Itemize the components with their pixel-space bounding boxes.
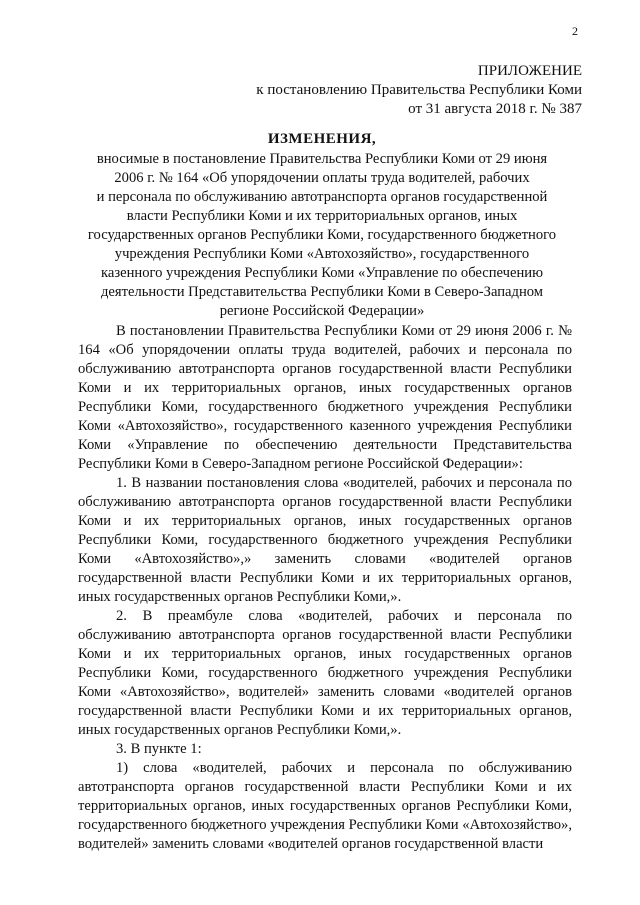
subtitle-line: и персонала по обслуживанию автотранспорта органов государственной	[96, 189, 548, 205]
appendix-label: ПРИЛОЖЕНИЕ	[477, 63, 582, 79]
appendix-date: от 31 августа 2018 г. № 387	[408, 101, 582, 117]
subtitle-line: вносимые в постановление Правительства Республики Коми от 29 июня	[96, 151, 548, 167]
document-body	[78, 322, 572, 854]
subtitle-line: 2006 г. № 164 «Об упорядочении оплаты труда водителей, рабочих	[114, 170, 530, 186]
document-subtitle	[70, 150, 574, 321]
appendix-reference: к постановлению Правительства Республики Коми	[256, 82, 582, 98]
body-paragraph-item-2: 2. В преамбуле слова «водителей, рабочих и персонала по обслуживанию автотранспорта органов государственной власти Республики Коми и их территориальных органов, иных государственных органов Республики Коми, государственного бюджетного учреждения Республики Коми «Автохозяйство», водителей» заменить словами «водителей органов государственной власти Республики Коми и их территориальных органов, иных государственных органов Республики Коми,».	[78, 608, 572, 738]
appendix-header	[182, 62, 582, 119]
subtitle-line: деятельности Представительства Республики Коми в Северо-Западном	[100, 284, 544, 300]
body-paragraph-item-3: 3. В пункте 1:	[116, 741, 202, 757]
subtitle-line: казенного учреждения Республики Коми «Управление по обеспечению	[100, 265, 544, 281]
page-number: 2	[572, 24, 578, 38]
document-title: ИЗМЕНЕНИЯ,	[267, 131, 377, 147]
subtitle-line: учреждения Республики Коми «Автохозяйство», государственного	[114, 246, 530, 262]
body-paragraph-subitem-1: 1) слова «водителей, рабочих и персонала по обслуживанию автотранспорта органов государственной власти Республики Коми и их территориальных органов, иных государственных органов Республики Коми, государственного бюджетного учреждения Республики Коми «Автохозяйство», водителей» заменить словами «водителей органов государственной власти	[78, 760, 572, 852]
body-paragraph-intro: В постановлении Правительства Республики Коми от 29 июня 2006 г. № 164 «Об упорядочении оплаты труда водителей, рабочих и персонала по обслуживанию автотранспорта органов государственной власти Республики Коми и их территориальных органов, иных государственных органов Республики Коми, государственного бюджетного учреждения Республики Коми «Автохозяйство», государственного казенного учреждения Республики Коми «Управление по обеспечению деятельности Представительства Республики Коми в Северо-Западном регионе Российской Федерации»:	[78, 323, 572, 472]
subtitle-line: государственных органов Республики Коми, государственного бюджетного	[87, 227, 557, 243]
body-paragraph-item-1: 1. В названии постановления слова «водителей, рабочих и персонала по обслуживанию автотранспорта органов государственной власти Республики Коми и их территориальных органов, иных государственных органов Республики Коми, государственного бюджетного учреждения Республики Коми «Автохозяйство»,» заменить словами «водителей органов государственной власти Республики Коми и их территориальных органов, иных государственных органов Республики Коми,».	[78, 475, 572, 605]
subtitle-line: власти Республики Коми и их территориальных органов, иных	[126, 208, 518, 224]
subtitle-line: регионе Российской Федерации»	[219, 303, 425, 319]
